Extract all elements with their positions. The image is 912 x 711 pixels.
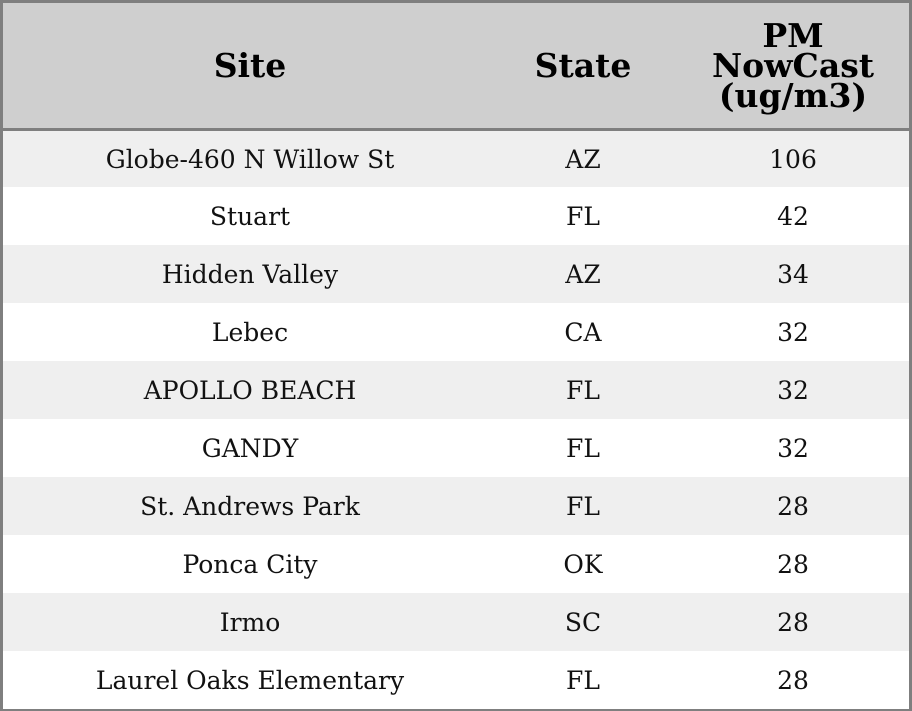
cell-pm: 32: [669, 361, 909, 419]
cell-state: SC: [497, 593, 669, 651]
cell-state: AZ: [497, 245, 669, 303]
table-row: [3, 593, 909, 651]
cell-pm: 28: [669, 651, 909, 709]
cell-site: Lebec: [3, 303, 497, 361]
cell-state: FL: [497, 187, 669, 245]
table-row: [3, 651, 909, 709]
table-row: [3, 303, 909, 361]
header-pm-nowcast: PM NowCast (ug/m3): [669, 3, 909, 130]
cell-pm: 34: [669, 245, 909, 303]
table-row: [3, 130, 909, 188]
cell-pm: 42: [669, 187, 909, 245]
cell-site: St. Andrews Park: [3, 477, 497, 535]
cell-state: FL: [497, 419, 669, 477]
table-row: [3, 187, 909, 245]
header-site: Site: [3, 3, 497, 130]
cell-pm: 28: [669, 477, 909, 535]
cell-site: Ponca City: [3, 535, 497, 593]
cell-state: FL: [497, 477, 669, 535]
pm-nowcast-table: [3, 3, 909, 709]
cell-site: Irmo: [3, 593, 497, 651]
table-header: [3, 3, 909, 130]
cell-state: AZ: [497, 130, 669, 188]
cell-site: Globe-460 N Willow St: [3, 130, 497, 188]
cell-site: Stuart: [3, 187, 497, 245]
cell-site: APOLLO BEACH: [3, 361, 497, 419]
cell-site: Laurel Oaks Elementary: [3, 651, 497, 709]
table-row: [3, 245, 909, 303]
header-state: State: [497, 3, 669, 130]
cell-pm: 28: [669, 593, 909, 651]
table-body: [3, 130, 909, 710]
table-row: [3, 477, 909, 535]
table-row: [3, 535, 909, 593]
cell-state: FL: [497, 651, 669, 709]
cell-pm: 32: [669, 303, 909, 361]
cell-pm: 106: [669, 130, 909, 188]
cell-state: CA: [497, 303, 669, 361]
table-row: [3, 419, 909, 477]
cell-state: FL: [497, 361, 669, 419]
header-row: [3, 3, 909, 130]
table-row: [3, 361, 909, 419]
cell-pm: 32: [669, 419, 909, 477]
cell-pm: 28: [669, 535, 909, 593]
cell-state: OK: [497, 535, 669, 593]
cell-site: Hidden Valley: [3, 245, 497, 303]
cell-site: GANDY: [3, 419, 497, 477]
